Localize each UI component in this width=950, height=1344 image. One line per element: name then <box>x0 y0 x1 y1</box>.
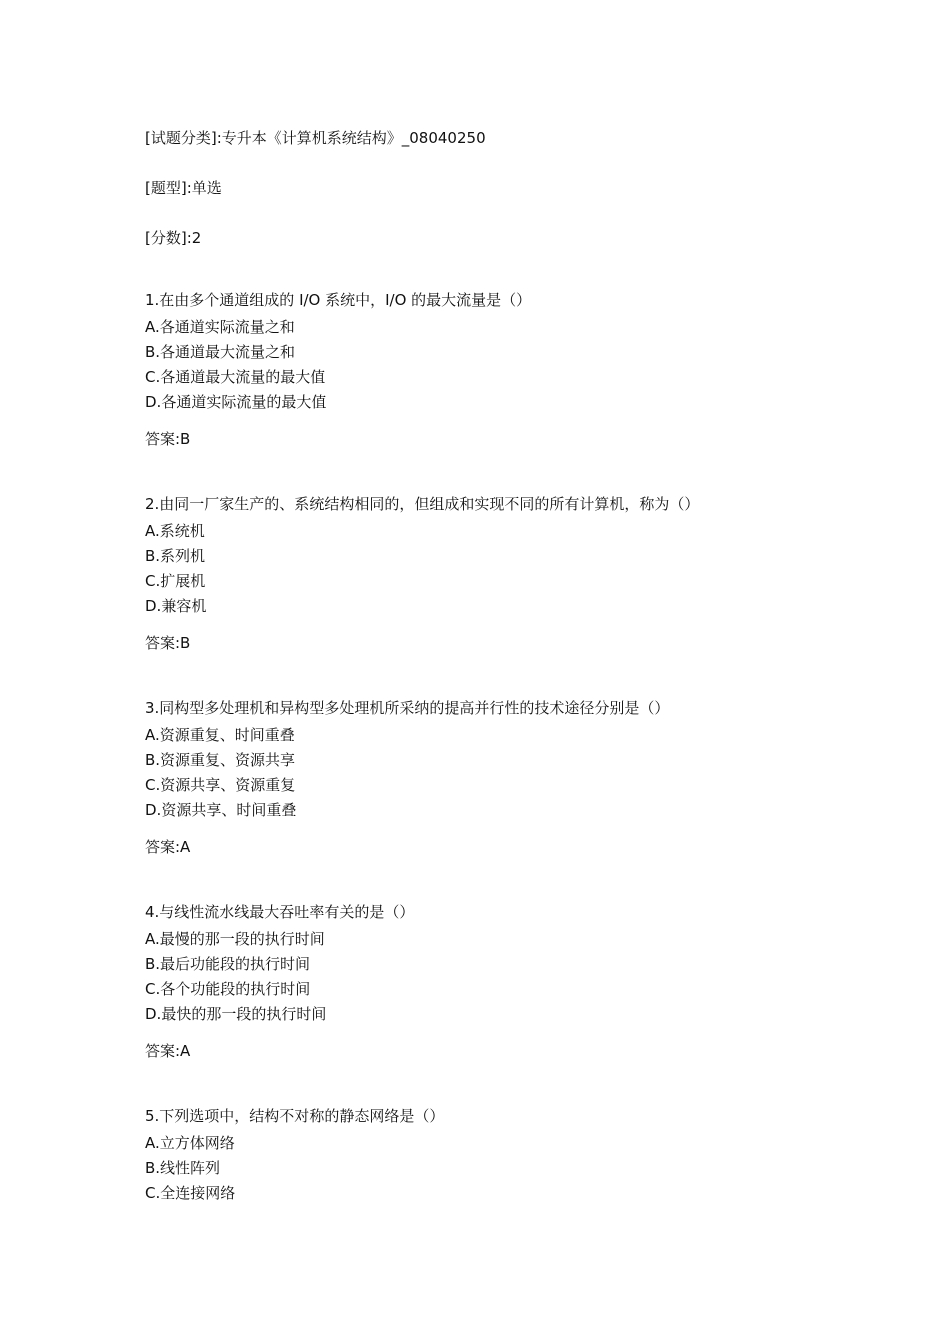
answer-3: 答案:A <box>145 838 191 856</box>
question-score: [分数]:2 <box>145 229 202 247</box>
option-1a: A.各通道实际流量之和 <box>145 318 295 336</box>
question-type: [题型]:单选 <box>145 179 222 197</box>
option-2d: D.兼容机 <box>145 597 207 615</box>
option-5c: C.全连接网络 <box>145 1184 236 1202</box>
option-5b: B.线性阵列 <box>145 1159 221 1177</box>
answer-2: 答案:B <box>145 634 191 652</box>
option-3d: D.资源共享、时间重叠 <box>145 801 297 819</box>
option-1b: B.各通道最大流量之和 <box>145 343 296 361</box>
answer-1: 答案:B <box>145 430 191 448</box>
option-4c: C.各个功能段的执行时间 <box>145 980 311 998</box>
option-4b: B.最后功能段的执行时间 <box>145 955 311 973</box>
option-2c: C.扩展机 <box>145 572 206 590</box>
option-5a: A.立方体网络 <box>145 1134 235 1152</box>
question-stem-1: 1.在由多个通道组成的 I/O 系统中，I/O 的最大流量是（） <box>145 291 532 309</box>
question-stem-4: 4.与线性流水线最大吞吐率有关的是（） <box>145 903 415 921</box>
answer-4: 答案:A <box>145 1042 191 1060</box>
option-3b: B.资源重复、资源共享 <box>145 751 296 769</box>
question-stem-2: 2.由同一厂家生产的、系统结构相同的，但组成和实现不同的所有计算机，称为（） <box>145 495 700 513</box>
option-1d: D.各通道实际流量的最大值 <box>145 393 327 411</box>
option-4a: A.最慢的那一段的执行时间 <box>145 930 325 948</box>
option-2a: A.系统机 <box>145 522 205 540</box>
option-4d: D.最快的那一段的执行时间 <box>145 1005 327 1023</box>
question-stem-3: 3.同构型多处理机和异构型多处理机所采纳的提高并行性的技术途径分别是（） <box>145 699 670 717</box>
question-category: [试题分类]:专升本《计算机系统结构》_08040250 <box>145 129 486 147</box>
question-stem-5: 5.下列选项中，结构不对称的静态网络是（） <box>145 1107 445 1125</box>
option-3c: C.资源共享、资源重复 <box>145 776 296 794</box>
option-2b: B.系列机 <box>145 547 206 565</box>
option-3a: A.资源重复、时间重叠 <box>145 726 295 744</box>
option-1c: C.各通道最大流量的最大值 <box>145 368 326 386</box>
